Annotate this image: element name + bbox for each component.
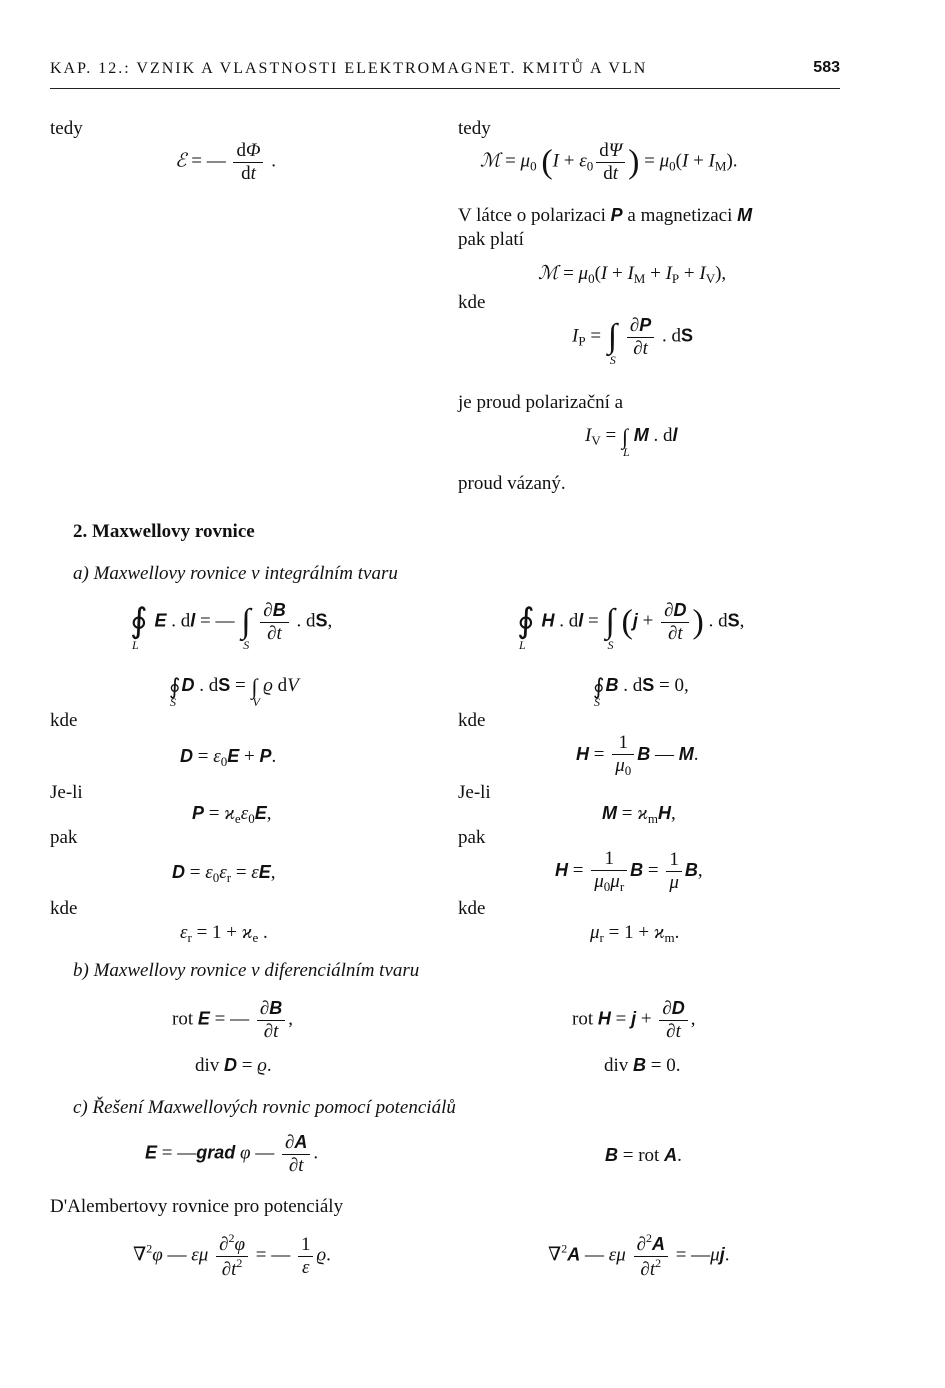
eq-emf: ℰ = — $\frac{d\Phi}{dt}$ . xyxy=(175,140,276,184)
eq-div-d: div D = ϱ. xyxy=(195,1055,272,1076)
section-heading: 2. Maxwellovy rovnice xyxy=(73,521,255,542)
eq-mu-r: $\mu_r = 1 + ϰ_m$. xyxy=(590,922,680,945)
eq-h-mu: H = $\frac{1}{\mu_0\mu_r}$ B = $\frac{1}{\mu}$ B, xyxy=(555,848,703,894)
text-v-latce: V látce o polarizaci P a magnetizaci M xyxy=(458,205,753,226)
text-jeli-1: Je-li xyxy=(50,782,83,803)
eq-d-epsilon: $D = \varepsilon_0\varepsilon_r = \varepsilon E$, xyxy=(172,862,276,885)
text-pak-2: pak xyxy=(458,827,486,848)
eq-ampere-integral: ∮ L H . dl = ∫ S (j + $\frac{\partial D}{\partial t}$ ) . dS, xyxy=(517,600,745,653)
eq-epsilon-r: $\varepsilon_r = 1 + ϰ_e$ . xyxy=(180,922,268,945)
subsection-b: b) Maxwellovy rovnice v diferenciálním tvaru xyxy=(73,960,420,981)
eq-d-field: $D = \varepsilon_0E + P$. xyxy=(180,746,277,769)
eq-gauss-magnetic-integral: ∮ S B . dS = 0, xyxy=(593,674,689,709)
eq-e-potential: E = —grad φ — $\frac{\partial A}{\partial t}$ . xyxy=(145,1132,319,1176)
text-jeli-2: Je-li xyxy=(458,782,491,803)
eq-polarization-current: $I_P$ = ∫ S $\frac{\partial P}{\partial t}$ . dS xyxy=(572,315,694,368)
text-kde-4: kde xyxy=(50,898,78,919)
eq-mmf-matter: ℳ = $\mu_0(I + I_M + I_P + I_V)$, xyxy=(538,263,727,286)
text-je-proud: je proud polarizační a xyxy=(458,392,624,413)
subsection-a: a) Maxwellovy rovnice v integrálním tvaru xyxy=(73,563,398,584)
page-header xyxy=(50,60,840,89)
eq-curl-e: rot E = — $\frac{\partial B}{\partial t}$ , xyxy=(172,998,293,1042)
text-tedy-left: tedy xyxy=(50,118,83,139)
eq-div-b: div B = 0. xyxy=(604,1055,681,1076)
page-number: 583 xyxy=(813,59,840,76)
running-title: KAP. 12.: VZNIK A VLASTNOSTI ELEKTROMAGNET. KMITŮ A VLN xyxy=(50,60,648,77)
text-dalembert: D'Alembertovy rovnice pro potenciály xyxy=(50,1196,344,1217)
eq-b-potential: B = rot A. xyxy=(605,1145,682,1166)
text-proud-vazany: proud vázaný. xyxy=(458,473,566,494)
text-kde-5: kde xyxy=(458,898,486,919)
text-tedy-right: tedy xyxy=(458,118,491,139)
text-pak-plati: pak platí xyxy=(458,229,524,250)
eq-faraday-integral: ∮ L E . dl = — ∫ S $\frac{\partial B}{\partial t}$ . dS, xyxy=(130,600,333,653)
eq-h-field: H = $\frac{1}{\mu_0}$ B — M. xyxy=(576,732,699,778)
text-kde-1: kde xyxy=(458,292,486,313)
eq-dalembert-phi: ∇$^2$φ — εμ $\frac{\partial^2\varphi}{\partial t^2}$ = — $\frac{1}{\varepsilon}$ ϱ. xyxy=(133,1231,331,1280)
eq-gauss-integral: ∮ S D . dS = ∫ V ϱ dV xyxy=(169,674,299,709)
eq-polarization: $P = ϰ_e\varepsilon_0E$, xyxy=(192,803,272,826)
text-kde-3: kde xyxy=(458,710,486,731)
text-kde-2: kde xyxy=(50,710,78,731)
eq-curl-h: rot H = j + $\frac{\partial D}{\partial t}$ , xyxy=(572,998,696,1042)
eq-magnetization: $M = ϰ_mH$, xyxy=(602,803,676,826)
eq-mmf: ℳ = $\mu_0$ ($I + \varepsilon_0$ $\frac{d\Psi}{dt}$ ) = $\mu_0(I + I_M)$. xyxy=(480,140,738,184)
eq-bound-current: $I_V$ = ∫ L M . dl xyxy=(585,424,678,459)
eq-dalembert-a: ∇$^2$A — εμ $\frac{\partial^2A}{\partial t^2}$ = —μj. xyxy=(548,1231,730,1280)
subsection-c: c) Řešení Maxwellových rovnic pomocí potenciálů xyxy=(73,1097,456,1118)
text-pak-1: pak xyxy=(50,827,78,848)
